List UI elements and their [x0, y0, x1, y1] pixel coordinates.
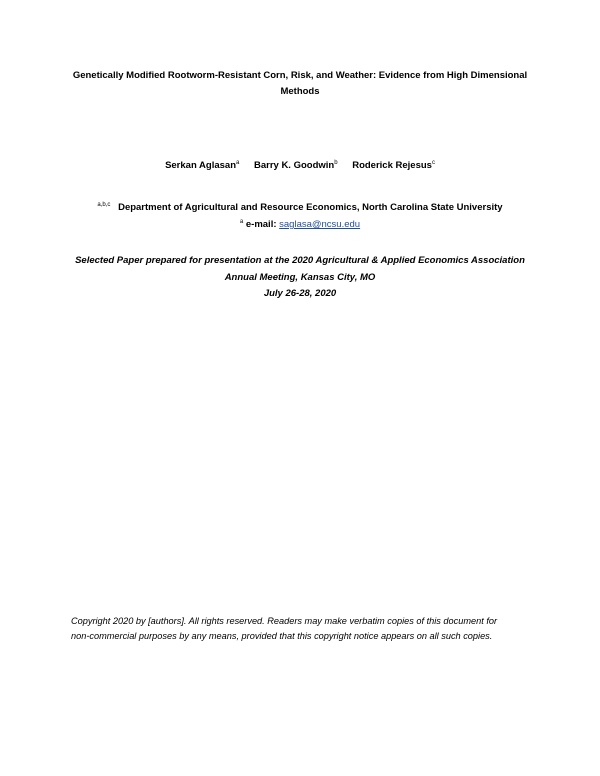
selected-paper-line-1: Selected Paper prepared for presentation at the 2020 Agricultural & Applied Economics Association — [75, 255, 525, 266]
selected-paper-line-2: Annual Meeting, Kansas City, MO — [224, 271, 376, 283]
author-1 — [165, 160, 239, 171]
copyright-line-2: non-commercial purposes by any means, provided that this copyright notice appears on all such copies. — [71, 631, 493, 641]
title-line-2: Methods — [280, 86, 320, 97]
author-3 — [352, 160, 435, 171]
author-2 — [254, 160, 338, 171]
affiliation-superscript: a,b,c — [97, 202, 111, 208]
author-superscript: b — [334, 160, 338, 166]
author-list — [0, 160, 600, 171]
copyright-notice — [71, 614, 541, 644]
title-line-1: Genetically Modified Rootworm-Resistant Corn, Risk, and Weather: Evidence from High Dimensional — [72, 70, 528, 81]
author-name: Roderick Rejesus — [352, 160, 432, 171]
selected-paper-note — [60, 253, 540, 303]
author-name: Serkan Aglasan — [165, 160, 236, 171]
selected-paper-line-3: July 26-28, 2020 — [263, 288, 337, 299]
email-label: e-mail: — [245, 219, 277, 230]
copyright-line-1: Copyright 2020 by [authors]. All rights reserved. Readers may make verbatim copies of this document for — [71, 616, 498, 626]
affiliation-block — [0, 198, 600, 232]
email-link[interactable]: saglasa@ncsu.edu — [279, 219, 361, 230]
affiliation-text: Department of Agricultural and Resource Economics, North Carolina State University — [118, 202, 503, 213]
email-line — [0, 215, 600, 232]
affiliation-line — [0, 198, 600, 215]
author-superscript: c — [431, 160, 435, 166]
email-superscript: a — [239, 219, 244, 225]
author-name: Barry K. Goodwin — [253, 160, 335, 171]
paper-title — [60, 68, 540, 100]
author-superscript: a — [236, 160, 240, 166]
